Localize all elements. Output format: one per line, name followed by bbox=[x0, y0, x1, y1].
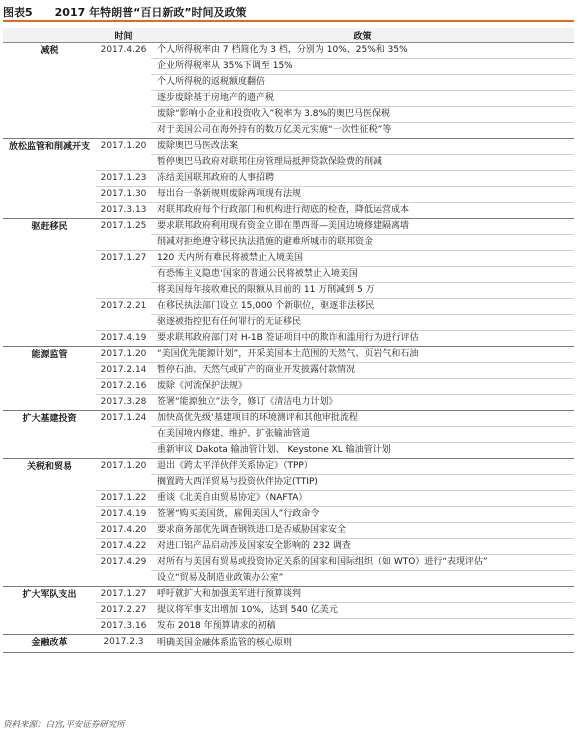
date-cell: 2017.3.16 bbox=[96, 619, 151, 635]
category-cell: 扩大基建投资 bbox=[3, 411, 96, 459]
policy-cell: 退出《跨太平洋伙伴关系协定》（TPP） bbox=[151, 459, 574, 475]
table-header-row bbox=[3, 28, 574, 43]
policy-cell: 明确美国金融体系监管的核心原则 bbox=[151, 635, 574, 653]
date-cell: 2017.4.19 bbox=[96, 507, 151, 523]
category-cell: 扩大军队支出 bbox=[3, 587, 96, 635]
policy-cell: 重新审议 Dakota 输油管计划、 Keystone XL 输油管计划 bbox=[151, 443, 574, 459]
policy-cell: “美国优先能源计划”，开采美国本土范围的天然气、页岩气和石油 bbox=[151, 347, 574, 363]
policy-cell: 废除《河流保护法规》 bbox=[151, 379, 574, 395]
table-row bbox=[3, 411, 574, 427]
policy-cell: 设立“贸易及制造业政策办公室” bbox=[151, 571, 574, 587]
table-row bbox=[3, 635, 574, 653]
date-cell: 2017.1.20 bbox=[96, 139, 151, 171]
date-cell: 2017.2.16 bbox=[96, 379, 151, 395]
date-cell: 2017.1.27 bbox=[96, 587, 151, 603]
policy-cell: 废除奥巴马医改法案 bbox=[151, 139, 574, 155]
source-note: 资料来源：白宫,平安证券研究所 bbox=[3, 720, 125, 730]
table-body bbox=[3, 43, 574, 653]
header-category bbox=[3, 28, 96, 43]
table-row bbox=[3, 347, 574, 363]
category-cell: 能源监管 bbox=[3, 347, 96, 411]
date-cell: 2017.2.21 bbox=[96, 299, 151, 331]
policy-cell: 重谈《北美自由贸易协定》（NAFTA） bbox=[151, 491, 574, 507]
category-cell: 减税 bbox=[3, 43, 96, 139]
date-cell: 2017.1.30 bbox=[96, 187, 151, 203]
policy-cell: 搁置跨大西洋贸易与投资伙伴协定(TTIP) bbox=[151, 475, 574, 491]
figure-title: 2017 年特朗普“百日新政”时间及政策 bbox=[54, 5, 247, 19]
category-cell: 驱赶移民 bbox=[3, 219, 96, 347]
policy-cell: 个人所得税的返税额度翻倍 bbox=[151, 75, 574, 91]
table-row bbox=[3, 587, 574, 603]
date-cell: 2017.4.22 bbox=[96, 539, 151, 555]
date-cell: 2017.4.20 bbox=[96, 523, 151, 539]
figure-title-bar bbox=[3, 3, 574, 22]
policy-cell: 签署“购买美国货，雇佣美国人”行政命令 bbox=[151, 507, 574, 523]
table-row bbox=[3, 459, 574, 475]
date-cell: 2017.3.28 bbox=[96, 395, 151, 411]
policy-cell: 对所有与美国有贸易或投资协定关系的国家和国际组织（如 WTO）进行“表现评估” bbox=[151, 555, 574, 571]
figure-label: 图表5 bbox=[3, 5, 33, 19]
header-policy: 政策 bbox=[151, 28, 574, 43]
policy-cell: 加快高优先级‘基建项目的环境测评和其他审批流程 bbox=[151, 411, 574, 427]
policy-table bbox=[3, 28, 574, 653]
policy-cell: 暂停奥巴马政府对联邦住房管理局抵押贷款保险费的削减 bbox=[151, 155, 574, 171]
policy-cell: 将美国每年接收难民的限额从目前的 11 万削减到 5 万 bbox=[151, 283, 574, 299]
policy-cell: 逐步废除基于房地产的遗产税 bbox=[151, 91, 574, 107]
table-row bbox=[3, 139, 574, 155]
date-cell: 2017.1.20 bbox=[96, 459, 151, 491]
policy-cell: 提议将军事支出增加 10%，达到 540 亿美元 bbox=[151, 603, 574, 619]
date-cell: 2017.1.20 bbox=[96, 347, 151, 363]
policy-cell: 对进口铝产品启动涉及国家安全影响的 232 调查 bbox=[151, 539, 574, 555]
policy-cell: 呼吁就扩大和加强美军进行预算谈判 bbox=[151, 587, 574, 603]
policy-cell: 在美国境内修建、维护、扩张输油管道 bbox=[151, 427, 574, 443]
date-cell: 2017.1.22 bbox=[96, 491, 151, 507]
policy-cell: 废除“影响小企业和投资收入”税率为 3.8%的奥巴马医保税 bbox=[151, 107, 574, 123]
policy-cell: 冻结美国联邦政府的人事招聘 bbox=[151, 171, 574, 187]
policy-cell: 发布 2018 年预算请求的初稿 bbox=[151, 619, 574, 635]
table-row bbox=[3, 43, 574, 59]
date-cell: 2017.4.19 bbox=[96, 331, 151, 347]
date-cell: 2017.1.24 bbox=[96, 411, 151, 459]
policy-cell: 要求联邦政府部门对 H-1B 签证项目中的欺诈和滥用行为进行评估 bbox=[151, 331, 574, 347]
policy-cell: 在移民执法部门设立 15,000 个新职位，驱逐非法移民 bbox=[151, 299, 574, 315]
date-cell: 2017.4.29 bbox=[96, 555, 151, 587]
header-time: 时间 bbox=[96, 28, 151, 43]
category-cell: 金融改革 bbox=[3, 635, 96, 653]
policy-cell: 要求联邦政府利用现有资金立即在墨西哥—美国边境修建隔离墙 bbox=[151, 219, 574, 235]
date-cell: 2017.2.3 bbox=[96, 635, 151, 653]
policy-cell: 驱逐被指控犯有任何罪行的无证移民 bbox=[151, 315, 574, 331]
date-cell: 2017.4.26 bbox=[96, 43, 151, 139]
date-cell: 2017.2.27 bbox=[96, 603, 151, 619]
category-cell: 放松监管和削减开支 bbox=[3, 139, 96, 219]
policy-cell: 企业所得税率从 35%下调至 15% bbox=[151, 59, 574, 75]
policy-cell: 削减对拒绝遵守移民执法措施的避难所城市的联邦资金 bbox=[151, 235, 574, 251]
category-cell: 关税和贸易 bbox=[3, 459, 96, 587]
date-cell: 2017.1.25 bbox=[96, 219, 151, 251]
date-cell: 2017.2.14 bbox=[96, 363, 151, 379]
policy-cell: 有恐怖主义隐患‘国家的普通公民将被禁止入境美国 bbox=[151, 267, 574, 283]
policy-cell: 要求商务部优先调查钢铁进口是否威胁国家安全 bbox=[151, 523, 574, 539]
date-cell: 2017.1.23 bbox=[96, 171, 151, 187]
table-row bbox=[3, 219, 574, 235]
policy-cell: 签署“能源独立”法令，修订《清洁电力计划》 bbox=[151, 395, 574, 411]
policy-cell: 每出台一条新规则废除两项现有法规 bbox=[151, 187, 574, 203]
policy-cell: 个人所得税率由 7 档简化为 3 档，分别为 10%、25%和 35% bbox=[151, 43, 574, 59]
policy-cell: 暂停石油、天然气或矿产的商业开发披露付款情况 bbox=[151, 363, 574, 379]
date-cell: 2017.3.13 bbox=[96, 203, 151, 219]
policy-cell: 对于美国公司在海外持有的数万亿美元实施“一次性征税”等 bbox=[151, 123, 574, 139]
policy-cell: 对联邦政府每个行政部门和机构进行彻底的检查，降低运营成本 bbox=[151, 203, 574, 219]
date-cell: 2017.1.27 bbox=[96, 251, 151, 299]
policy-cell: 120 天内所有难民将被禁止入境美国 bbox=[151, 251, 574, 267]
